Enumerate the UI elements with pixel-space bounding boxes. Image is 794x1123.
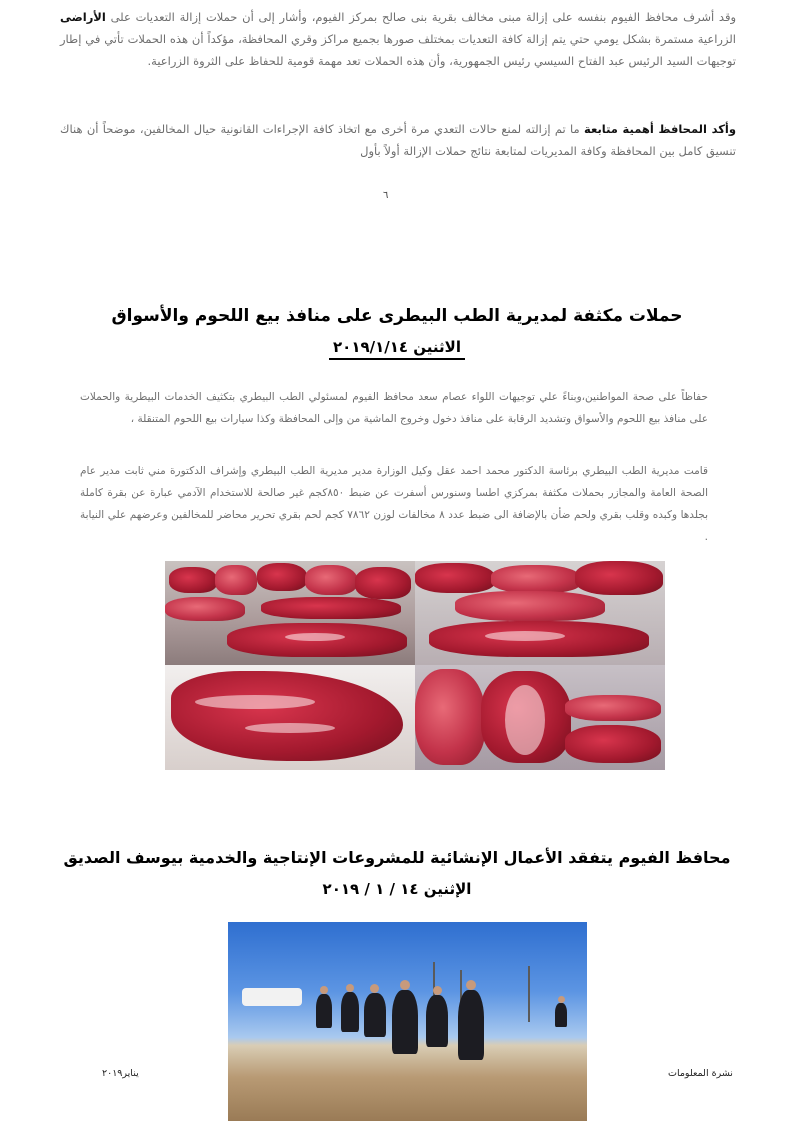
article1-date <box>0 338 794 356</box>
page-number: ٦ <box>383 190 389 201</box>
meat-photo-top-right <box>415 561 665 665</box>
footer-date: يناير٢٠١٩ <box>102 1068 139 1079</box>
article2-title: محافظ الفيوم يتفقد الأعمال الإنشائية للمشروعات الإنتاجية والخدمية بيوسف الصديق <box>63 848 731 867</box>
footer-newsletter-name: نشرة المعلومات <box>668 1068 733 1079</box>
site-visit-photo <box>228 922 587 1121</box>
article1-title: حملات مكثفة لمديرية الطب البيطرى على منافذ بيع اللحوم والأسواق <box>111 306 683 326</box>
meat-photo-bottom-left <box>165 665 415 770</box>
meat-photo-top-left <box>165 561 415 665</box>
intro-paragraph-1-rest: الزراعية مستمرة بشكل يومي حتي يتم إزالة كافة التعديات بمختلف صورها بجميع مراكز وقري المحافظة، مؤكداً أن هذه الحملات تأتي في إطار توجيهات السيد الرئيس عبد الفتاح السيسي رئيس الجمهورية، وأن هذه الحملات تعد مهمة قومية للحفاظ على الثروة الزراعية. <box>60 32 736 68</box>
intro-paragraph-2-bold: وأكد المحافظ أهمية متابعة <box>583 122 737 136</box>
intro-paragraph-1-bold: الأراضى <box>60 10 106 24</box>
intro-paragraph-1 <box>60 6 736 72</box>
intro-paragraph-2-rest: ما تم إزالته لمنع حالات التعدي مرة أخرى مع اتخاذ كافة الإجراءات القانونية حيال المخالفين، موضحاً أن هناك تنسيق كامل بين المحافظة وكافة المديريات لمتابعة نتائج حملات الإزالة أولاً بأول <box>60 122 736 158</box>
intro-paragraph-2 <box>60 118 736 162</box>
article1-paragraph-1: حفاظاً على صحة المواطنين،وبناءً علي توجيهات اللواء عصام سعد محافظ الفيوم لمسئولي الطب البيطري بتكثيف الخدمات البيطرية والحملات على منافذ بيع اللحوم والأسواق وتشديد الرقابة على منافذ دخول وخروج الماشية من وإلى المحافظة وكذا سيارات بيع اللحوم المتنقلة ، <box>80 391 708 425</box>
white-car <box>242 988 302 1006</box>
meat-photo-collage <box>165 561 665 770</box>
intro-paragraph-1-lead: وقد أشرف محافظ الفيوم بنفسه على إزالة مبنى مخالف بقرية بنى صالح بمركز الفيوم، وأشار إلى أن حملات إزالة التعديات على <box>110 10 736 24</box>
article2-date: الإثنين ١٤ / ١ / ٢٠١٩ <box>322 880 472 898</box>
article1-date-text: الاثنين ٢٠١٩/١/١٤ <box>329 338 465 360</box>
article1-paragraph-2: قامت مديرية الطب البيطري برئاسة الدكتور محمد احمد عقل وكيل الوزارة مدير مديرية الطب البيطري وإشراف الدكتورة مني ثابت مدير عام الصحة العامة والمجازر بحملات مكثفة بمركزي اطسا وسنورس أسفرت عن ضبط ٨٥٠كجم غير صالحة للاستخدام الآدمي عبارة عن بقرة كاملة بجلدها وكبده وقلب بقري ولحم ضأن بالإضافة الى ضبط عدد ٨ مخالفات لوزن ٧٨٦٢ كجم لحم بقري تحرير محاضر للمخالفين وعرضهم علي النيابة . <box>80 465 709 543</box>
meat-photo-bottom-right <box>415 665 665 770</box>
